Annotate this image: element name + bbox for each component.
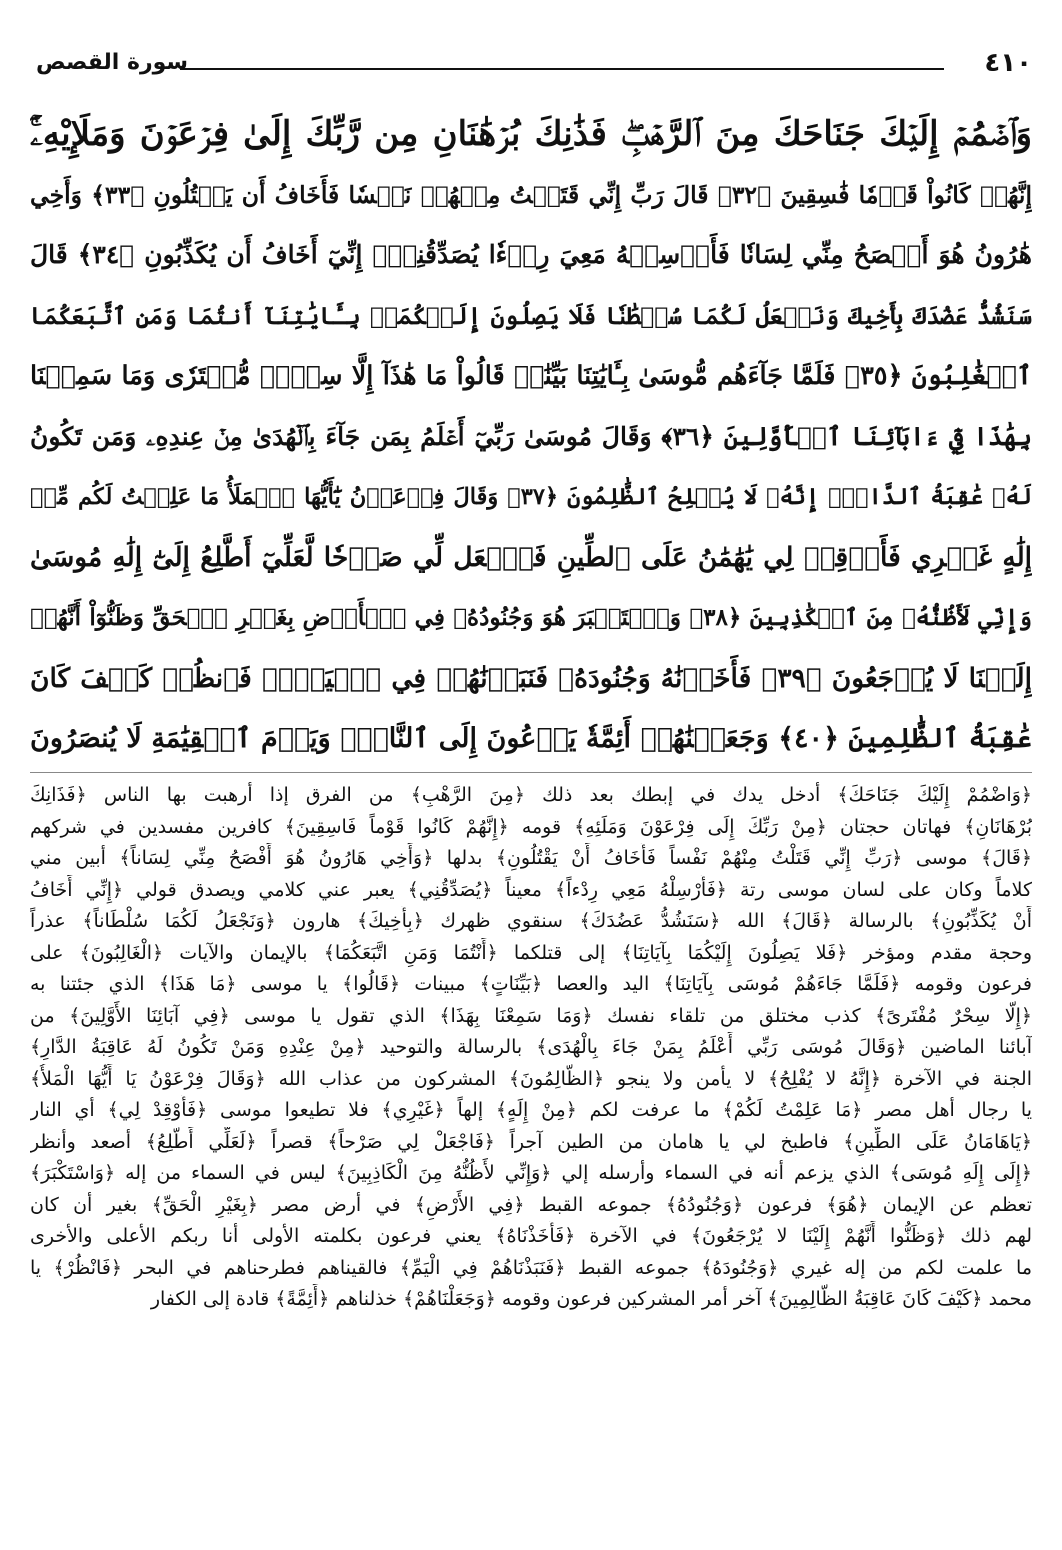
page-header	[30, 48, 1032, 88]
quran-line: وَٱضۡمُمۡ إِلَيۡكَ جَنَاحَكَ مِنَ ٱلرَّهۡبِۖ فَذَٰنِكَ بُرۡهَٰنَانِ مِن رَّبِّكَ إِلَىٰ فِرۡعَوۡنَ وَمَلَإِيْهِۦٓۚ	[30, 114, 1032, 154]
tafsir-line: لهم ذلك ﴿وَظَنُّوا أَنَّهُمْ إِلَيْنَا لا يُرْجَعُونَ﴾ في الآخرة ﴿فَأَخَذْنَاهُ﴾ يعني فرعون بكلمته الأولى أنا ربكم الأعلى والأخرى	[30, 1225, 1032, 1247]
header-rule	[180, 68, 944, 70]
tafsir-line: وحجة مقدم ومؤخر ﴿فَلا يَصِلُونَ إِلَيْكُمَا بِآيَاتِنَا﴾ إلى قتلكما ﴿أَنْتُمَا وَمَنِ اتَّبَعَكُمَا﴾ بالإيمان والآيات ﴿الْغَالِبُونَ﴾ على	[30, 941, 1032, 964]
tafsir-text-block	[30, 780, 1032, 1316]
tafsir-line: فرعون وقومه ﴿فَلَمَّا جَاءَهُمْ مُوسَى بِآيَاتِنَا﴾ اليد والعصا ﴿بَيِّنَاتٍ﴾ مبينات ﴿قَالُوا﴾ يا موسى ﴿مَا هَذَا﴾ الذي جئتنا به	[30, 973, 1032, 995]
quran-line: إِلَٰهٍ غَيۡرِي فَأَوۡقِدۡ لِي يَٰهَٰمَٰنُ عَلَى ٱلطِّينِ فَٱجۡعَل لِّي صَرۡحٗا لَّعَلِّيٓ أَطَّلِعُ إِلَىٰٓ إِلَٰهِ مُوسَىٰ	[30, 541, 1032, 573]
page-number: ٤١٠	[984, 48, 1032, 78]
quran-line: هَٰرُونُ هُوَ أَفۡصَحُ مِنِّي لِسَانٗا فَأَرۡسِلۡهُ مَعِيَ رِدۡءٗا يُصَدِّقُنِيٓۖ إِنِّيٓ أَخَافُ أَن يُكَذِّبُونِ ﴿٣٤﴾ قَالَ	[30, 240, 1032, 269]
surah-name: سورة القصص	[36, 50, 189, 75]
quran-line: وَإِنِّي لَأَظُنُّهُۥ مِنَ ٱلۡكَٰذِبِينَ ﴿٣٨﴾ وَٱسۡتَكۡبَرَ هُوَ وَجُنُودُهُۥ فِي ٱلۡأَرۡضِ بِغَيۡرِ ٱلۡحَقِّ وَظَنُّوٓاْ أَنَّهُمۡ	[30, 604, 1032, 631]
tafsir-line: بُرْهَانَانِ﴾ فهاتان حجتان ﴿مِنْ رَبِّكَ إِلَى فِرْعَوْنَ وَمَلَئِهِ﴾ قومه ﴿إِنَّهُمْ كَانُوا قَوْماً فَاسِقِينَ﴾ كافرين مفسدين في شركهم	[30, 815, 1032, 838]
tafsir-line: كلاماً وكان على لسان موسى رتة ﴿فَأَرْسِلْهُ مَعِي رِدْءاً﴾ معيناً ﴿يُصَدِّقُنِي﴾ يعبر عني كلامي ويصدق قولي ﴿إِنِّي أَخَافُ	[30, 878, 1032, 901]
tafsir-line: ﴿إِلَى إِلَهِ مُوسَى﴾ الذي يزعم أنه في السماء وأرسله إلي ﴿وَإِنِّي لأَظُنُّهُ مِنَ الْكَاذِبِينَ﴾ ليس في السماء من إله ﴿وَاسْتَكْبَرَ﴾	[30, 1162, 1032, 1184]
quran-line: ٱلۡغَٰلِبُونَ ﴿٣٥﴾ فَلَمَّا جَآءَهُم مُّوسَىٰ بِـَٔايَٰتِنَا بَيِّنَٰتٖ قَالُواْ مَا هَٰذَآ إِلَّا سِحۡرٞ مُّفۡتَرٗى وَمَا سَمِعۡنَا	[30, 361, 1032, 391]
tafsir-line: يا رجال أهل مصر ﴿مَا عَلِمْتُ لَكُمْ﴾ ما عرفت لكم ﴿مِنْ إِلَهٍ﴾ إلهاً ﴿غَيْرِي﴾ فلا تطيعوا موسى ﴿فَأَوْقِدْ لِي﴾ أي النار	[30, 1099, 1032, 1121]
quran-line: لَهُۥ عَٰقِبَةُ ٱلدَّارِۚ إِنَّهُۥ لَا يُفۡلِحُ ٱلظَّٰلِمُونَ ﴿٣٧﴾ وَقَالَ فِرۡعَوۡنُ يَٰٓأَيُّهَا ٱلۡمَلَأُ مَا عَلِمۡتُ لَكُم مِّنۡ	[30, 484, 1032, 510]
tafsir-line: ﴿قَالَ﴾ موسى ﴿رَبِّ إِنِّي قَتَلْتُ مِنْهُمْ نَفْساً فَأَخَافُ أَنْ يَقْتُلُونِ﴾ بدلها ﴿وَأَخِي هَارُونُ هُوَ أَفْصَحُ مِنِّي لِسَاناً﴾ أبين مني	[30, 847, 1032, 869]
quran-line: إِلَيۡنَا لَا يُرۡجَعُونَ ﴿٣٩﴾ فَأَخَذۡنَٰهُ وَجُنُودَهُۥ فَنَبَذۡنَٰهُمۡ فِي ٱلۡيَمِّۖ فَٱنظُرۡ كَيۡفَ كَانَ	[30, 662, 1032, 694]
tafsir-line: محمد ﴿كَيْفَ كَانَ عَاقِبَةُ الظَّالِمِينَ﴾ آخر أمر المشركين فرعون وقومه ﴿وَجَعَلْنَاهُمْ﴾ خذلناهم ﴿أَئِمَّةً﴾ قادة إلى الكفار	[150, 1288, 1032, 1310]
tafsir-line: أَنْ يُكَذِّبُونِ﴾ بالرسالة ﴿قَالَ﴾ الله ﴿سَنَشُدُّ عَضُدَكَ﴾ سنقوي ظهرك ﴿بِأَخِيكَ﴾ هارون ﴿وَنَجْعَلُ لَكُمَا سُلْطَاناً﴾ عذراً	[30, 910, 1032, 932]
tafsir-line: ما علمت لكم من إله غيري ﴿وَجُنُودَهُ﴾ جموعه القبط ﴿فَنَبَذْنَاهُمْ فِي الْيَمِّ﴾ فالقيناهم فطرحناهم في البحر ﴿فَانْظُرْ﴾ يا	[30, 1256, 1032, 1279]
tafsir-line: الجنة في الآخرة ﴿إِنَّهُ لا يُفْلِحُ﴾ لا يأمن ولا ينجو ﴿الظَّالِمُونَ﴾ المشركون من عذاب الله ﴿وَقَالَ فِرْعَوْنُ يَا أَيُّهَا الْمَلأُ﴾	[30, 1067, 1032, 1090]
tafsir-line: آبائنا الماضين ﴿وَقَالَ مُوسَى رَبِّي أَعْلَمُ بِمَنْ جَاءَ بِالْهُدَى﴾ بالرسالة والتوحيد ﴿مِنْ عِنْدِهِ وَمَنْ تَكُونُ لَهُ عَاقِبَةُ الدَّارِ﴾	[30, 1036, 1032, 1058]
quran-line: بِهَٰذَا فِيٓ ءَابَآئِنَا ٱلۡأَوَّلِينَ ﴿٣٦﴾ وَقَالَ مُوسَىٰ رَبِّيٓ أَعۡلَمُ بِمَن جَآءَ بِٱلۡهُدَىٰ مِنۡ عِندِهِۦ وَمَن تَكُونُ	[30, 421, 1032, 451]
tafsir-line: ﴿وَاضْمُمْ إِلَيْكَ جَنَاحَكَ﴾ أدخل يدك في إبطك بعد ذلك ﴿مِنَ الرَّهْبِ﴾ من الفرق إذا أرهبت بها الناس ﴿فَذَانِكَ	[30, 784, 1032, 806]
quran-text-block	[30, 104, 1032, 770]
quran-line: سَنَشُدُّ عَضُدَكَ بِأَخِيكَ وَنَجۡعَلُ لَكُمَا سُلۡطَٰنٗا فَلَا يَصِلُونَ إِلَيۡكُمَاۚ بِـَٔايَٰتِنَآ أَنتُمَا وَمَنِ ٱتَّبَعَكُمَا	[30, 301, 1032, 330]
quran-line: عَٰقِبَةُ ٱلظَّٰلِمِينَ ﴿٤٠﴾ وَجَعَلۡنَٰهُمۡ أَئِمَّةٗ يَدۡعُونَ إِلَى ٱلنَّارِۖ وَيَوۡمَ ٱلۡقِيَٰمَةِ لَا يُنصَرُونَ	[30, 723, 1032, 754]
tafsir-line: تعظم عن الإيمان ﴿هُوَ﴾ فرعون ﴿وَجُنُودُهُ﴾ جموعه القبط ﴿فِي الأَرْضِ﴾ في أرض مصر ﴿بِغَيْرِ الْحَقِّ﴾ بغير أن كان	[30, 1193, 1032, 1216]
tafsir-line: ﴿يَاهَامَانُ عَلَى الطِّينِ﴾ فاطبخ لي يا هامان من الطين آجراً ﴿فَاجْعَلْ لِي صَرْحاً﴾ قصراً ﴿لَعَلِّي أَطَّلِعُ﴾ أصعد وأنظر	[30, 1130, 1032, 1153]
quran-line: إِنَّهُمۡ كَانُواْ قَوۡمٗا فَٰسِقِينَ ﴿٣٢﴾ قَالَ رَبِّ إِنِّي قَتَلۡتُ مِنۡهُمۡ نَفۡسٗا فَأَخَافُ أَن يَقۡتُلُونِ ﴿٣٣﴾ وَأَخِي	[30, 180, 1032, 209]
section-divider	[30, 772, 1032, 773]
tafsir-line: ﴿إِلَّا سِحْرٌ مُفْتَرىً﴾ كذب مختلق من تلقاء نفسك ﴿وَمَا سَمِعْنَا بِهَذَا﴾ الذي تقول يا موسى ﴿فِي آبَائِنَا الأَوَّلِينَ﴾ من	[30, 1004, 1032, 1027]
